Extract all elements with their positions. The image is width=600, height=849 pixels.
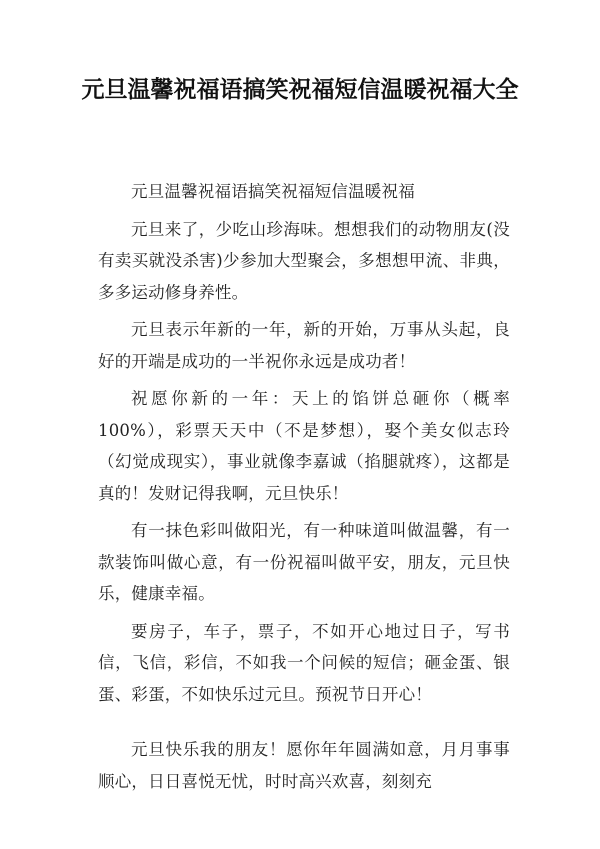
paragraph: 元旦表示年新的一年，新的开始，万事从头起，良好的开端是成功的一半祝你永远是成功者！ [98,320,510,371]
paragraph: 元旦快乐我的朋友！愿你年年圆满如意，月月事事顺心，日日喜悦无忧，时时高兴欢喜，刻刻充 [98,740,510,791]
paragraph: 元旦来了，少吃山珍海味。想想我们的动物朋友(没有卖买就没杀害)少参加大型聚会，多想想甲流、非典，多多运动修身养性。 [98,219,510,302]
document-body [98,176,510,803]
paragraph: 要房子，车子，票子，不如开心地过日子，写书信，飞信，彩信，不如我一个问候的短信；砸金蛋、银蛋、彩蛋，不如快乐过元旦。预祝节日开心！ [98,621,510,704]
paragraph-subtitle: 元旦温馨祝福语搞笑祝福短信温暖祝福 [131,182,415,201]
paragraph: 祝愿你新的一年：天上的馅饼总砸你（概率100%），彩票天天中（不是梦想），娶个美女似志玲（幻觉成现实），事业就像李嘉诚（掐腿就疼），这都是真的！发财记得我啊，元旦快乐！ [98,389,510,503]
paragraph: 有一抹色彩叫做阳光，有一种味道叫做温馨，有一款装饰叫做心意，有一份祝福叫做平安，朋友，元旦快乐，健康幸福。 [98,521,510,603]
document-title: 元旦温馨祝福语搞笑祝福短信温暖祝福大全 [81,77,519,103]
